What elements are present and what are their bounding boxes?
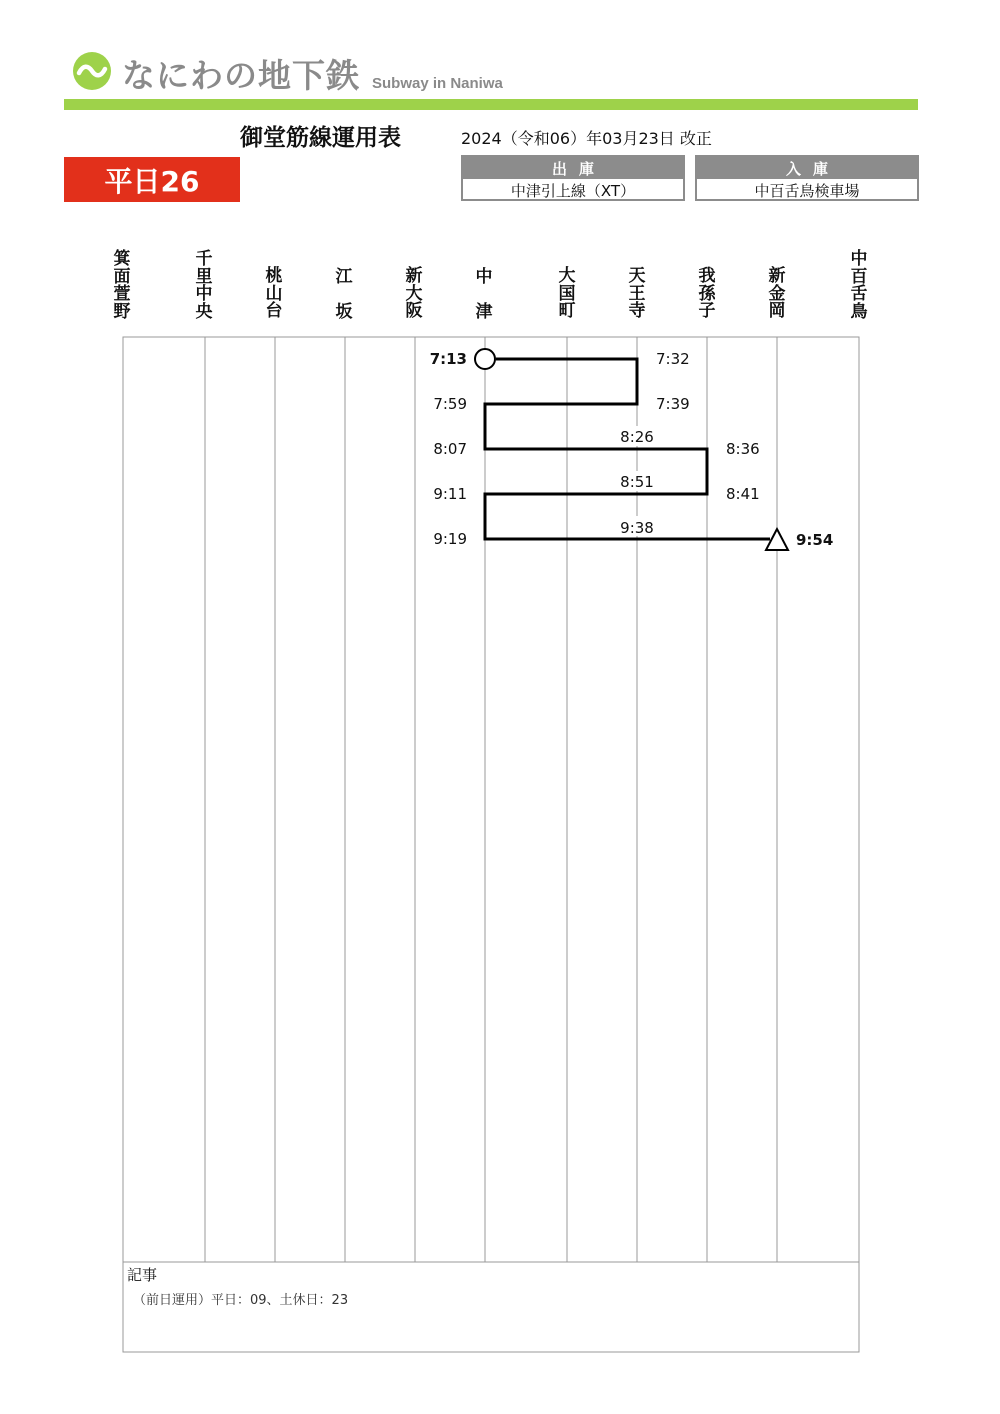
brand-name: なにわの地下鉄 <box>122 56 360 95</box>
station-daikokucho: 大国町 <box>558 266 576 321</box>
station-minoh-kayano: 箕面萱野 <box>113 249 131 322</box>
revision-date: 2024（令和06）年03月23日 改正 <box>461 129 712 148</box>
depot-out-label: 出庫 <box>463 157 683 179</box>
brand-subtitle: Subway in Naniwa <box>372 75 503 92</box>
time-pass-tennoji: 8:51 <box>620 473 654 491</box>
time-depart-nakatsu: 9:19 <box>433 530 467 548</box>
time-depart-tennoji: 7:39 <box>656 395 690 413</box>
station-tennoji: 天王寺 <box>628 266 646 321</box>
station-esaka: 江坂 <box>335 267 353 322</box>
run-number-badge: 平日26 <box>64 157 240 202</box>
station-nakamozu: 中百舌鳥 <box>850 249 868 322</box>
depot-in-value: 中百舌鳥検車場 <box>754 181 860 200</box>
station-nakatsu: 中津 <box>475 267 493 322</box>
document-title: 御堂筋線運用表 <box>240 125 401 151</box>
time-arrive-nakatsu: 9:11 <box>433 485 467 503</box>
station-grid <box>205 337 777 1262</box>
time-pass-tennoji: 8:26 <box>620 428 654 446</box>
time-arrive-abiko: 8:36 <box>726 440 760 458</box>
depart-marker-icon <box>475 349 495 369</box>
time-depart-abiko: 8:41 <box>726 485 760 503</box>
notes-title: 記事 <box>127 1266 158 1284</box>
depot-out-value: 中津引上線（XT） <box>510 181 636 200</box>
station-senri-chuo: 千里中央 <box>195 249 213 322</box>
time-depart-nakatsu: 7:13 <box>429 350 467 368</box>
time-arrive-nakatsu: 7:59 <box>433 395 467 413</box>
time-depart-nakatsu: 8:07 <box>433 440 467 458</box>
station-shin-osaka: 新大阪 <box>405 266 423 321</box>
station-abiko: 我孫子 <box>698 266 716 321</box>
time-arrive-shinkanaoka: 9:54 <box>796 531 834 549</box>
station-shinkanaoka: 新金岡 <box>768 266 786 321</box>
notes-text: （前日運用）平日：09、土休日：23 <box>133 1293 349 1308</box>
depot-in-label: 入庫 <box>697 157 917 179</box>
time-pass-tennoji: 9:38 <box>620 519 654 537</box>
time-arrive-tennoji: 7:32 <box>656 350 690 368</box>
station-momoyamadai: 桃山台 <box>265 266 283 321</box>
